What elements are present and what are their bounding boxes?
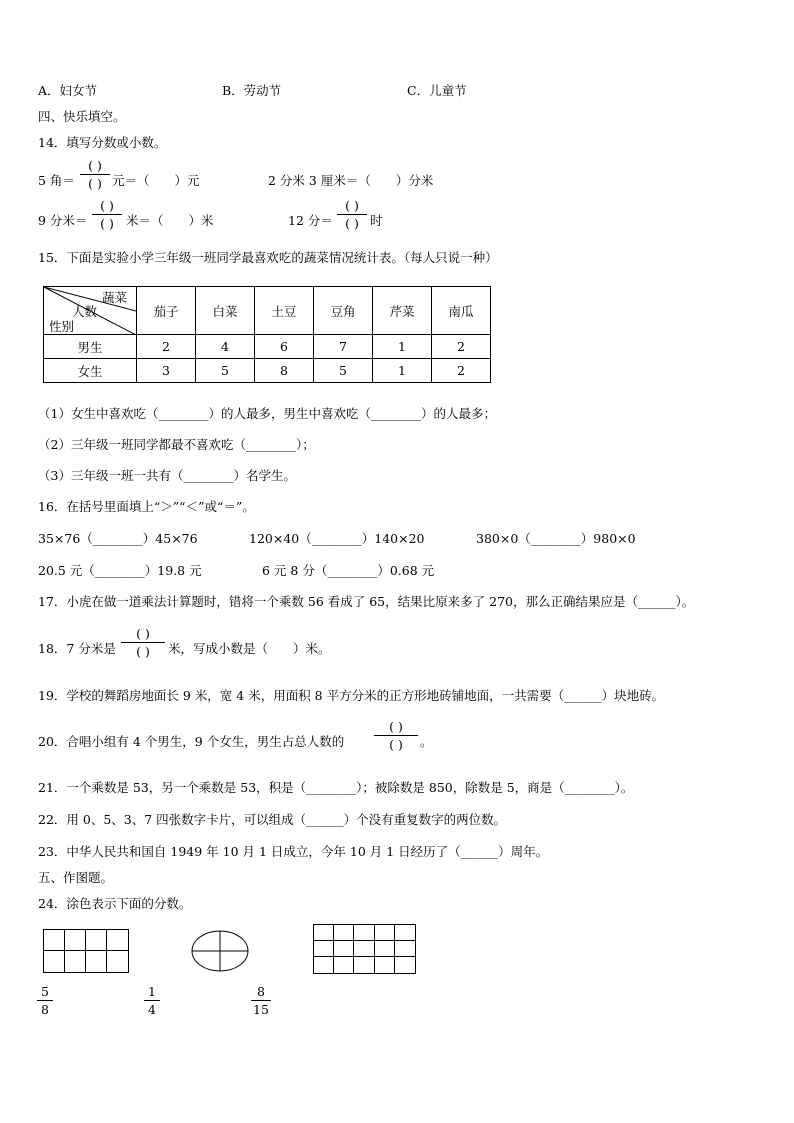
numerator-blank: ( ) (345, 198, 359, 213)
denominator-blank: ( ) (389, 737, 403, 752)
q18-fraction (121, 626, 165, 659)
q14-r1a-fraction (80, 158, 110, 191)
q16-title: 16．在括号里面填上“＞”“＜”或“＝”。 (38, 499, 255, 514)
q15-title: 15．下面是实验小学三年级一班同学最喜欢吃的蔬菜情况统计表。（每人只说一种） (38, 250, 498, 265)
q14-r2a-fraction (92, 198, 122, 231)
rectangle-grid-15 (313, 924, 416, 974)
q18-pre: 18．7 分米是 (38, 641, 116, 656)
numerator: 1 (148, 984, 156, 999)
denominator: 8 (41, 1002, 49, 1017)
q20-pre: 20．合唱小组有 4 个男生，9 个女生，男生占总人数的 (38, 734, 345, 749)
column-header: 芹菜 (373, 287, 432, 335)
denominator-blank: ( ) (88, 176, 102, 191)
section-five-heading: 五、作图题。 (38, 870, 114, 885)
q15-subquestion-3: （3）三年级一班一共有（________）名学生。 (38, 468, 296, 483)
q14-r1a-pre: 5 角＝ (38, 173, 75, 188)
q14-r1a-post: 元＝（ ）元 (112, 173, 200, 188)
option-c: C．儿童节 (407, 83, 467, 98)
header-count: 人数 (72, 304, 98, 319)
rectangle-grid-8 (43, 929, 129, 973)
q14-title: 14．填写分数或小数。 (38, 135, 167, 150)
q20-post: 。 (420, 734, 433, 749)
q23-text: 23．中华人民共和国自 1949 年 10 月 1 日成立，今年 10 月 1 日经历了（______）周年。 (38, 844, 549, 859)
numerator-blank: ( ) (88, 158, 102, 173)
q16-item-b: 120×40（________）140×20 (249, 531, 425, 546)
q21-text: 21．一个乘数是 53，另一个乘数是 53，积是（________）；被除数是 850，除数是 5，商是（________）。 (38, 780, 634, 795)
q14-r1b: 2 分米 3 厘米＝（ ）分米 (268, 173, 434, 188)
table-cell: 2 (432, 335, 491, 359)
fraction-5-8 (37, 984, 53, 1017)
numerator-blank: ( ) (100, 198, 114, 213)
column-header: 南瓜 (432, 287, 491, 335)
numerator-blank: ( ) (389, 719, 403, 734)
table-cell: 7 (314, 335, 373, 359)
numerator-blank: ( ) (136, 626, 150, 641)
q20-fraction (374, 719, 418, 752)
q15-subquestion-2: （2）三年级一班同学都最不喜欢吃（________）； (38, 437, 315, 452)
option-a: A．妇女节 (38, 83, 98, 98)
q17-text: 17．小虎在做一道乘法计算题时，错将一个乘数 56 看成了 65，结果比原来多了 270，那么正确结果应是（______）。 (38, 594, 695, 609)
table-cell: 1 (373, 335, 432, 359)
header-vegetable: 蔬菜 (102, 290, 128, 305)
q15-subquestion-1: （1）女生中喜欢吃（________）的人最多，男生中喜欢吃（________）的人最多； (38, 406, 496, 421)
column-header: 白菜 (196, 287, 255, 335)
vegetable-table (43, 286, 491, 383)
denominator-blank: ( ) (136, 644, 150, 659)
header-gender: 性别 (49, 319, 75, 334)
row-label: 男生 (44, 335, 137, 359)
q16-item-a: 35×76（________）45×76 (38, 531, 198, 546)
table-cell: 6 (255, 335, 314, 359)
q18-post: 米，写成小数是（ ）米。 (168, 641, 331, 656)
column-header: 土豆 (255, 287, 314, 335)
fraction-8-15 (251, 984, 271, 1017)
denominator: 15 (253, 1002, 269, 1017)
q24-title: 24．涂色表示下面的分数。 (38, 896, 192, 911)
table-cell: 8 (255, 359, 314, 383)
table-cell: 1 (373, 359, 432, 383)
section-four-heading: 四、快乐填空。 (38, 109, 126, 124)
table-cell: 3 (137, 359, 196, 383)
table-cell: 2 (432, 359, 491, 383)
q14-r2a-pre: 9 分米＝ (38, 213, 88, 228)
q14-r2b-pre: 12 分＝ (288, 213, 333, 228)
table-row (44, 335, 491, 359)
denominator-blank: ( ) (100, 216, 114, 231)
table-cell: 4 (196, 335, 255, 359)
numerator: 5 (41, 984, 49, 999)
column-header: 茄子 (137, 287, 196, 335)
column-header: 豆角 (314, 287, 373, 335)
table-cell: 5 (196, 359, 255, 383)
q19-text: 19．学校的舞蹈房地面长 9 米，宽 4 米，用面积 8 平方分米的正方形地砖铺地面，一共需要（______）块地砖。 (38, 688, 665, 703)
q16-item-e: 6 元 8 分（________）0.68 元 (262, 563, 435, 578)
table-header-diagonal-cell (44, 287, 137, 335)
q14-r2b-fraction (337, 198, 367, 231)
ellipse-quarters (190, 929, 250, 973)
table-cell: 5 (314, 359, 373, 383)
q14-r2a-post: 米＝（ ）米 (126, 213, 214, 228)
table-row (44, 359, 491, 383)
q22-text: 22．用 0、5、3、7 四张数字卡片，可以组成（______）个没有重复数字的两位数。 (38, 812, 507, 827)
numerator: 8 (257, 984, 265, 999)
q16-item-c: 380×0（________）980×0 (476, 531, 636, 546)
denominator-blank: ( ) (345, 216, 359, 231)
option-b: B．劳动节 (222, 83, 282, 98)
q14-r2b-post: 时 (370, 213, 383, 228)
q16-item-d: 20.5 元（________）19.8 元 (38, 563, 202, 578)
row-label: 女生 (44, 359, 137, 383)
fraction-1-4 (144, 984, 160, 1017)
table-cell: 2 (137, 335, 196, 359)
denominator: 4 (148, 1002, 156, 1017)
